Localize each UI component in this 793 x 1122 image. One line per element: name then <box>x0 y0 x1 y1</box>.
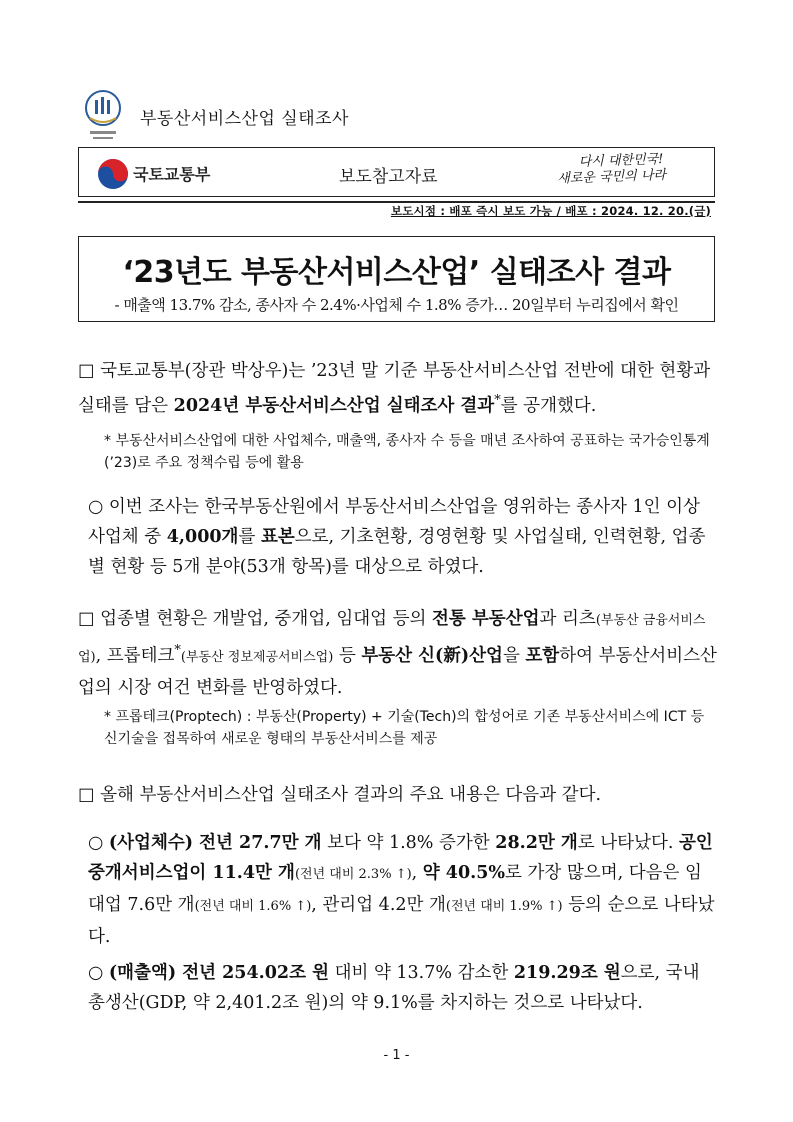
text: 를 <box>238 527 261 547</box>
emphasis: 4,000개 <box>166 527 239 547</box>
circle-marker: ○ <box>88 963 104 983</box>
text: , 관리업 4.2만 개 <box>311 895 446 915</box>
text: 등의 순으로 나타났다. <box>88 895 715 947</box>
text: 으로, 기초현황, 경영현황 및 사업실태, 인력현황, 업종별 현황 등 5개 분야(53개 항목)를 대상으로 하였다. <box>88 527 706 577</box>
emphasis: 표본 <box>260 527 295 547</box>
square-marker: □ <box>78 361 95 381</box>
text: 보다 약 1.8% 증가한 <box>321 833 496 853</box>
text: 국토교통부(장관 박상우)는 ’23년 말 기준 부동산서비스산업 전반에 대한 현황과 실태를 담은 <box>78 361 711 416</box>
release-time: 보도시점 : 배포 즉시 보도 가능 / 배포 : 2024. 12. 20.(금) <box>390 204 711 218</box>
emphasis: (사업체수) 전년 27.7만 개 <box>108 833 322 853</box>
aside: (전년 대비 1.9% ↑) <box>445 899 563 914</box>
title-box <box>78 236 715 322</box>
paragraph-2 <box>88 492 718 582</box>
doc-type-label: 보도참고자료 <box>339 167 438 187</box>
slogan <box>556 150 707 187</box>
taegeuk-logo-icon <box>97 158 129 190</box>
emphasis: 전통 부동산업 <box>432 609 540 629</box>
circle-marker: ○ <box>88 497 104 517</box>
footnote-marker: * <box>494 393 501 408</box>
text: 등 <box>333 645 362 666</box>
text: 하여 부동산서비스산업의 시장 여건 변화를 반영하였다. <box>78 645 717 698</box>
text: 을 <box>502 645 526 666</box>
paragraph-6 <box>88 958 718 1018</box>
survey-title: 부동산서비스산업 실태조사 <box>140 109 349 129</box>
paragraph-5 <box>88 828 718 952</box>
emphasis: 약 40.5% <box>422 863 506 883</box>
footnote-1: * 부동산서비스산업에 대한 사업체수, 매출액, 종사자 수 등을 매년 조사하여 공표하는 국가승인통계(’23)로 주요 정책수립 등에 활용 <box>104 433 710 471</box>
slogan-line-1: 다시 대한민국! <box>578 151 664 170</box>
header-box <box>78 147 715 197</box>
text: 올해 부동산서비스산업 실태조사 결과의 주요 내용은 다음과 같다. <box>94 785 602 805</box>
text: 으로, 국내 총생산(GDP, 약 2,401.2조 원)의 약 9.1%를 차지하는 것으로 나타났다. <box>88 963 700 1013</box>
paragraph-1 <box>78 356 718 421</box>
footnote-marker: * <box>174 643 181 658</box>
text: , 프롭테크 <box>95 645 175 666</box>
emphasis: 공인중개서비스업이 11.4만 개 <box>88 833 713 883</box>
government-seal-icon <box>80 88 126 142</box>
text: 업종별 현황은 개발업, 중개업, 임대업 등의 <box>94 609 432 629</box>
emphasis: (매출액) 전년 254.02조 원 <box>108 963 330 983</box>
emphasis: 28.2만 개 <box>495 833 578 853</box>
text: 로 나타났다. <box>577 833 680 853</box>
aside: (부동산 금융서비스업) <box>78 613 706 665</box>
page-number: - 1 - <box>383 1048 410 1063</box>
aside: (전년 대비 1.6% ↑) <box>194 899 312 914</box>
slogan-line-2: 새로운 국민의 나라 <box>557 167 667 187</box>
aside: (전년 대비 2.3% ↑) <box>294 867 412 882</box>
emphasis: 포함 <box>525 645 560 666</box>
circle-marker: ○ <box>88 833 104 853</box>
paragraph-4 <box>78 780 718 810</box>
emphasis: 2024년 부동산서비스산업 실태조사 결과 <box>173 395 495 416</box>
text: 과 리츠 <box>539 609 596 629</box>
square-marker: □ <box>78 609 95 629</box>
paragraph-3 <box>78 604 718 703</box>
main-title: ‘23년도 부동산서비스산업’ 실태조사 결과 <box>122 255 671 290</box>
footnote-2: * 프롭테크(Proptech) : 부동산(Property) + 기술(Tech)의 합성어로 기존 부동산서비스에 ICT 등 신기술을 접목하여 새로운 형태의 부동산서비스를 제공 <box>104 709 705 747</box>
emphasis: 부동산 신(新)산업 <box>361 645 503 666</box>
text: 대비 약 13.7% 감소한 <box>329 963 514 983</box>
text: 를 공개했다. <box>500 395 597 416</box>
text: 이번 조사는 한국부동산원에서 부동산서비스산업을 영위하는 종사자 1인 이상 사업체 중 <box>88 497 700 547</box>
subtitle: - 매출액 13.7% 감소, 종사자 수 2.4%·사업체 수 1.8% 증가… 20일부터 누리집에서 확인 <box>114 296 679 314</box>
text: 로 가장 많으며, 다음은 임대업 7.6만 개 <box>88 863 702 915</box>
aside: (부동산 정보제공서비스업) <box>180 649 334 665</box>
emphasis: 219.29조 원 <box>513 963 621 983</box>
square-marker: □ <box>78 785 95 805</box>
ministry-name: 국토교통부 <box>133 165 211 184</box>
text: , <box>411 863 423 883</box>
